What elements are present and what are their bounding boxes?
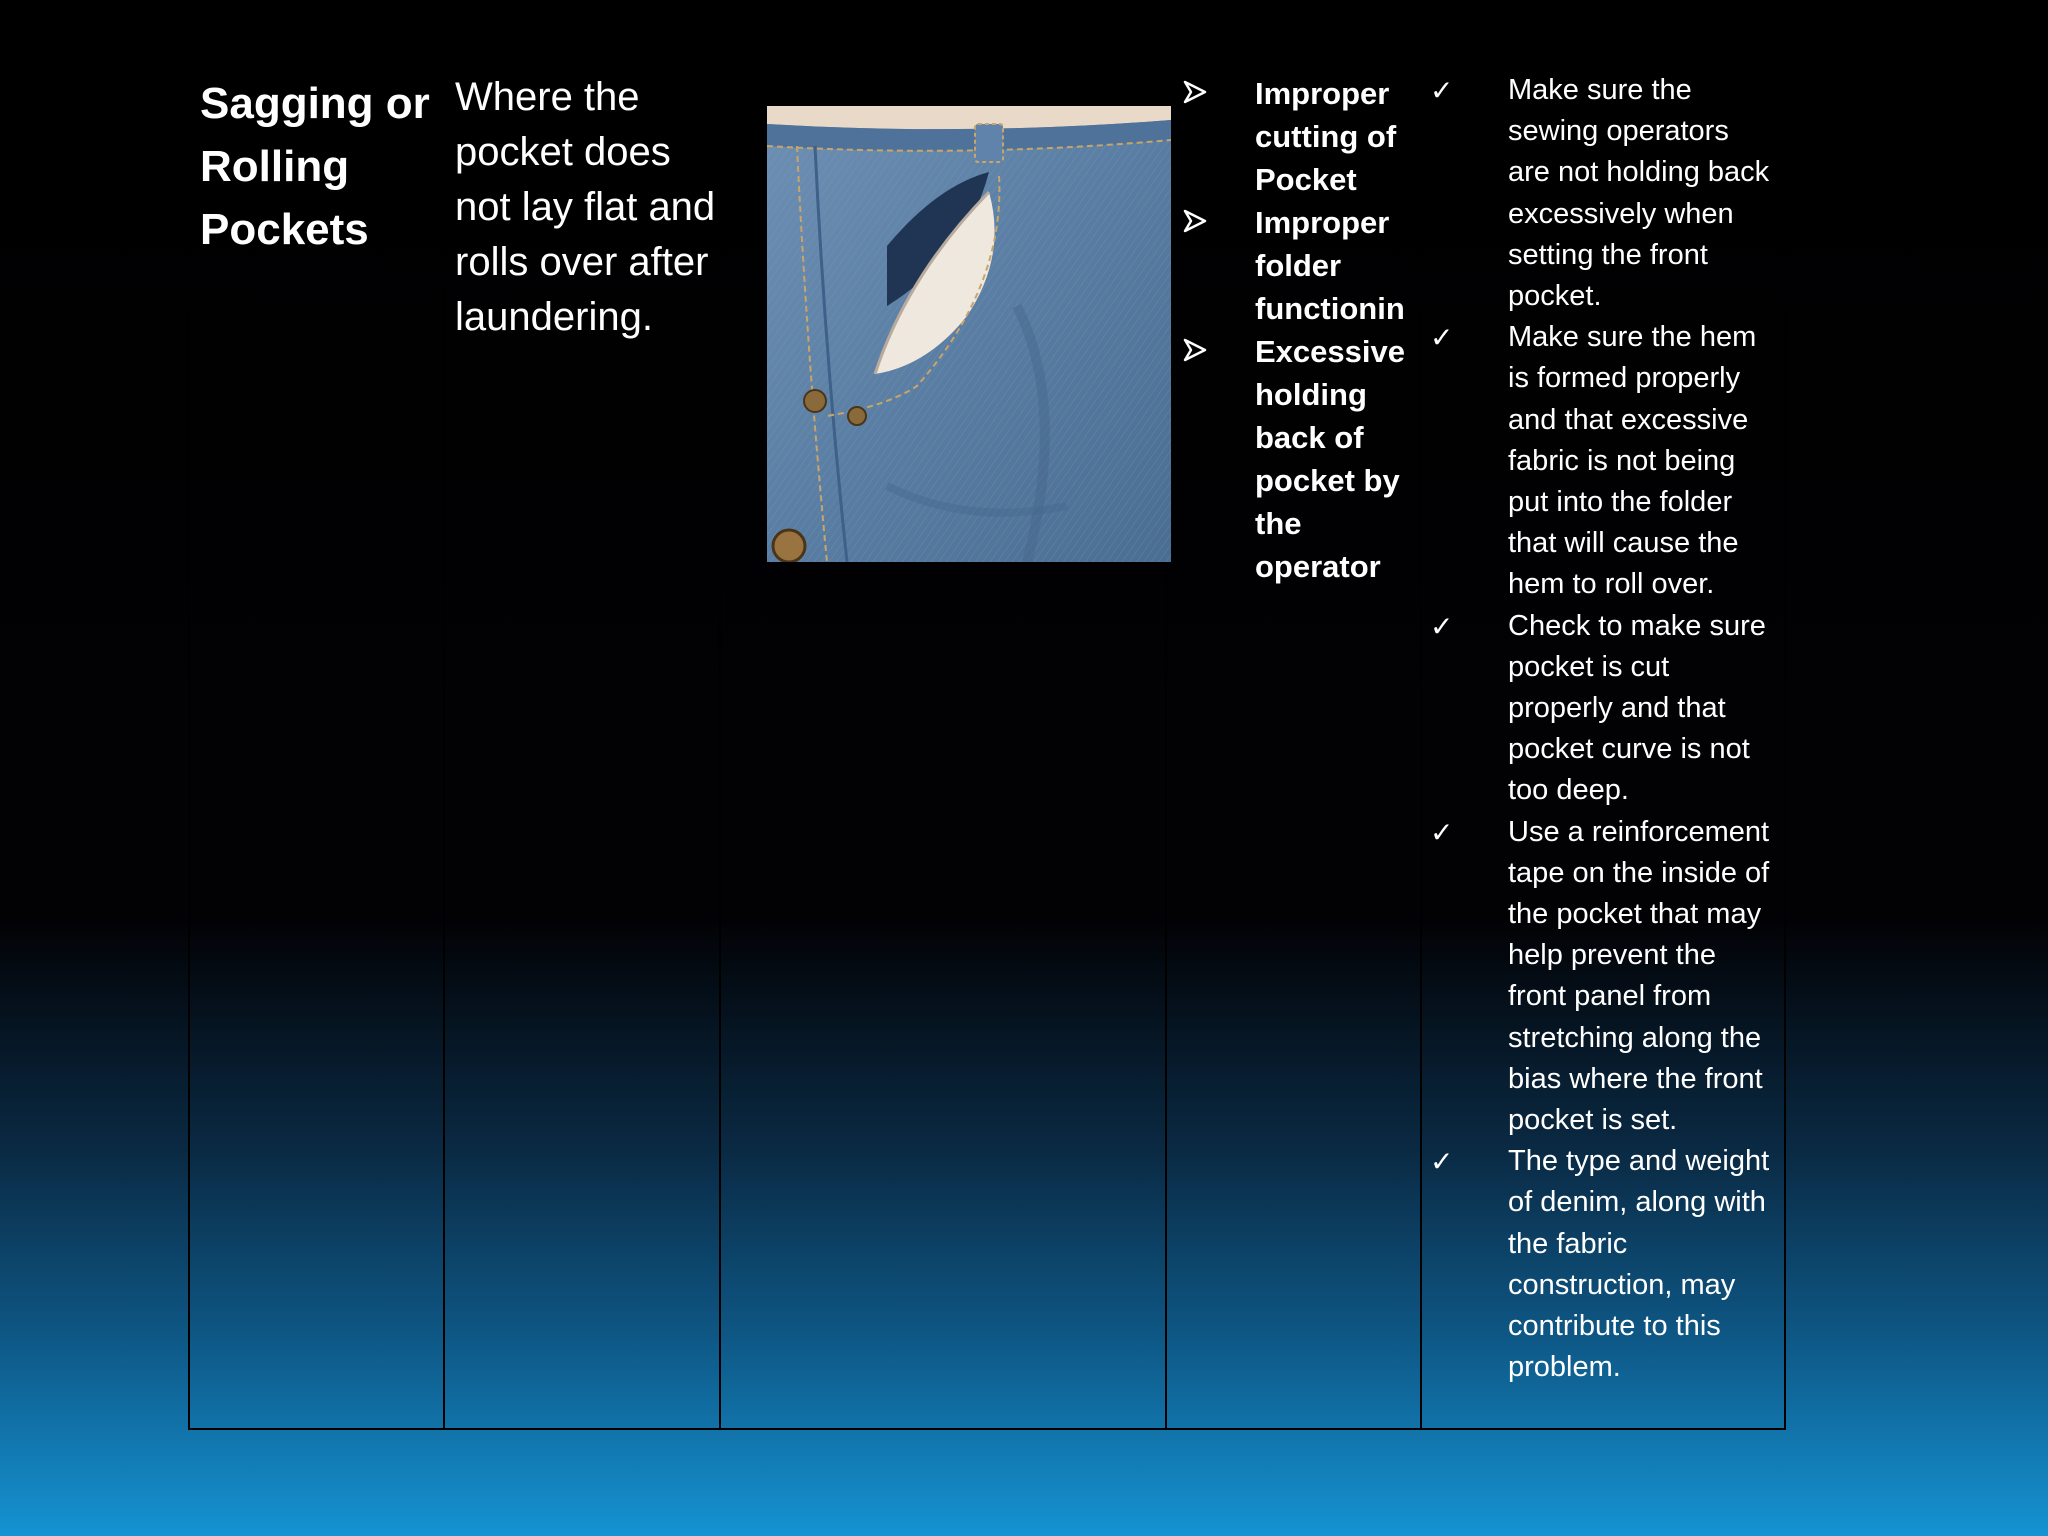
defect-table xyxy=(188,52,1786,1430)
list-item xyxy=(1167,201,1420,330)
table-row xyxy=(189,53,1785,1429)
checkmark-icon: ✓ xyxy=(1430,74,1454,107)
checkmark-icon: ✓ xyxy=(1430,321,1454,355)
list-item xyxy=(1422,606,1784,812)
checkmark-icon: ✓ xyxy=(1430,609,1454,643)
causes-cell xyxy=(1166,53,1421,1429)
list-item xyxy=(1422,70,1784,317)
checkmark-icon: ✓ xyxy=(1430,815,1454,849)
description-cell xyxy=(444,53,720,1429)
defect-name-cell xyxy=(189,53,444,1429)
list-item xyxy=(1167,330,1420,588)
solution-text: Check to make sure pocket is cut properly and that pocket curve is not too deep. xyxy=(1508,609,1766,807)
image-cell xyxy=(720,53,1166,1429)
solution-text: The type and weight of denim, along with the fabric construction, may contribute to this problem. xyxy=(1508,1145,1770,1384)
checkmark-icon: ✓ xyxy=(1430,1145,1454,1179)
causes-list xyxy=(1167,72,1420,588)
list-item xyxy=(1422,317,1784,605)
solution-text: Use a reinforcement tape on the inside of the pocket that may help prevent the front panel from stretching along the bias where the front pocket is set. xyxy=(1508,815,1770,1137)
list-item xyxy=(1422,812,1784,1142)
cause-text: Improper cutting of Pocket xyxy=(1255,76,1397,197)
list-item xyxy=(1167,72,1420,201)
list-item xyxy=(1422,1141,1784,1388)
arrowhead-bullet-icon xyxy=(1179,201,1211,244)
cause-text: Excessive holding back of pocket by the operator xyxy=(1255,334,1405,584)
defect-description: Where the pocket does not lay flat and rolls over after laundering. xyxy=(455,75,716,339)
defect-name: Sagging or Rolling Pockets xyxy=(200,79,430,254)
arrowhead-bullet-icon xyxy=(1179,72,1211,115)
solution-text: Make sure the hem is formed properly and that excessive fabric is not being put into the folder that will cause the hem to roll over. xyxy=(1508,321,1757,601)
solutions-cell xyxy=(1421,53,1785,1429)
cause-text: Improper folder functionin xyxy=(1255,205,1405,326)
solution-text: Make sure the sewing operators are not holding back excessively when setting the front pocket. xyxy=(1508,74,1770,313)
arrowhead-bullet-icon xyxy=(1179,330,1211,373)
rolled-pocket-photo xyxy=(767,106,1171,562)
solutions-list xyxy=(1422,70,1784,1389)
